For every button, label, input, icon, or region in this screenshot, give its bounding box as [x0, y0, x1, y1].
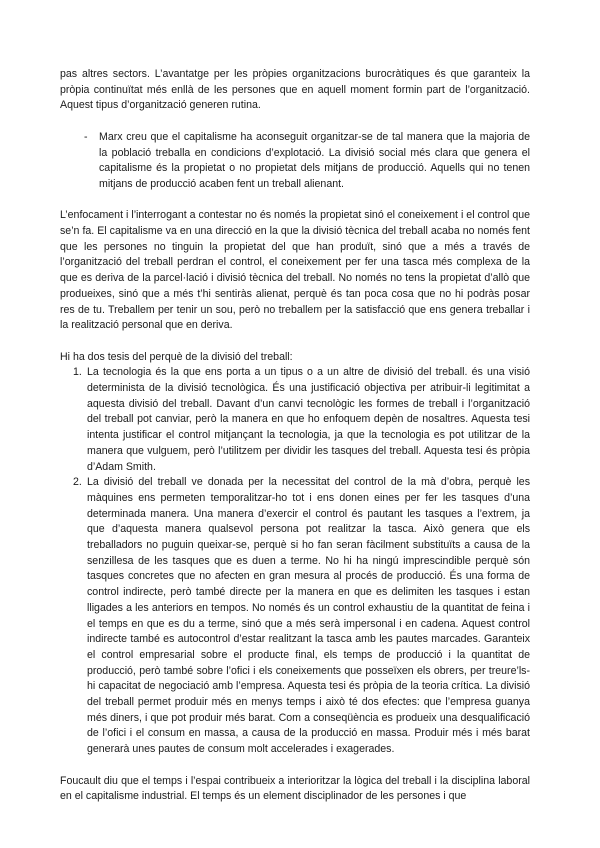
dash-list: [60, 130, 530, 193]
list-item-marx: [84, 130, 530, 193]
list-number: 1.: [73, 366, 82, 379]
list-item-text: La divisió del treball ve donada per la necessitat del control de la mà d’obra, perquè les màquines ens permeten temporalitzar-ho tot i ens donen eines per fer les tasques d’una determinada manera. Una manera d’exercir el control és pautant les tasques a l’extrem, ja que d’aquesta manera qualsevol persona pot realitzar la tasca. Això genera que els treballadors no puguin queixar-se, perquè si ho fan seran fàcilment substituïts a causa de la senzillesa de les tasques que es duen a terme. No hi ha ningú imprescindible perquè són tasques concretes que no afecten en gran mesura al procés de producció. És una forma de control indirecte, però també directe per la manera en que es delimiten les tasques i estan lligades a les anteriors en tempos. No només és un control exhaustiu de la quantitat de feina i el temps en que es du a terme, sinó que a més serà impersonal i en cadena. Aquest control indirecte també es autocontrol d’estar realitzant la tasca amb les pautes marcades. Garanteix el control empresarial sobre el producte final, els temps de producció i la quantitat de producció, però també sobre l’ofici i els coneixements que posseïxen els obrers, per treure’ls-hi capacitat de negociació amb l’empresa. Aquesta tesi és pròpia de la teoria crítica. La divisió del treball permet produir més en menys temps i això té dos efectes: que l’empresa guanya més diners, i que pot produir més barat. Com a conseqüència es produeix una desqualificació de l’ofici i el consum en massa, a causa de la producció en massa. Produir més i més barat generarà unes pautes de consum molt accelerades i exagerades.: [87, 476, 530, 756]
paragraph-approach: L’enfocament i l’interrogant a contestar no és només la propietat sinó el coneixement i el control que se’n fa. El capitalisme va en una direcció en la que la divisió tècnica del treball acaba no només fent que les persones no tinguin la propietat del que han produït, sinó que a més a través de l’organització del treball perdran el control, el coneixement per fer una tasca més complexa de la que es deriva de la parcel·lació i divisió tècnica del treball. No només no tens la propietat d’allò que produeixes, sinó que a més t’hi sentiràs alienat, perquè és tan poca cosa que no hi podràs posar res de tu. Treballem per tenir un sou, però no treballem per la satisfacció que ens genera treballar i la realització personal que en deriva.: [60, 209, 530, 332]
list-item-thesis-2: [73, 475, 530, 758]
theses-list: [60, 365, 530, 758]
list-item-text: La tecnologia és la que ens porta a un tipus o a un altre de divisió del treball. és una visió determinista de la divisió tecnològica. És una justificació objectiva per atribuir-li legitimitat a aquesta divisió del treball. Davant d’un canvi tecnològic les formes de treball i l’organització del treball pot canviar, però la manera en que ho enfoquem depèn de nosaltres. Aquesta tesi intenta justificar el control mitjançant la tecnologia, ja que la tecnologia es pot utilitzar de la manera que vulguem, però l’utilitzem per dividir les tasques del treball. Aquesta tesi és pròpia d’Adam Smith.: [87, 366, 530, 473]
list-item-text: Marx creu que el capitalisme ha aconseguit organitzar-se de tal manera que la majoria de la població treballa en condicions d’explotació. La divisió social més clara que genera el capitalisme és la propietat o no propietat dels mitjans de producció. Aquells qui no tenen mitjans de producció acaben fent un treball alienant.: [99, 130, 530, 190]
dash-marker: -: [84, 130, 88, 143]
paragraph-theses-intro: Hi ha dos tesis del perquè de la divisió del treball:: [60, 350, 293, 363]
list-item-thesis-1: [73, 365, 530, 475]
list-number: 2.: [73, 476, 82, 489]
paragraph-bureaucracy: pas altres sectors. L’avantatge per les pròpies organitzacions burocràtiques és que garanteix la pròpia continuïtat més enllà de les persones que en aquell moment formin part de l’organització. Aquest tipus d’organització generen rutina.: [60, 68, 530, 112]
paragraph-foucault: Foucault diu que el temps i l’espai contribueix a interioritzar la lògica del treball i la disciplina laboral en el capitalisme industrial. El temps és un element disciplinador de les persones i que: [60, 774, 530, 803]
